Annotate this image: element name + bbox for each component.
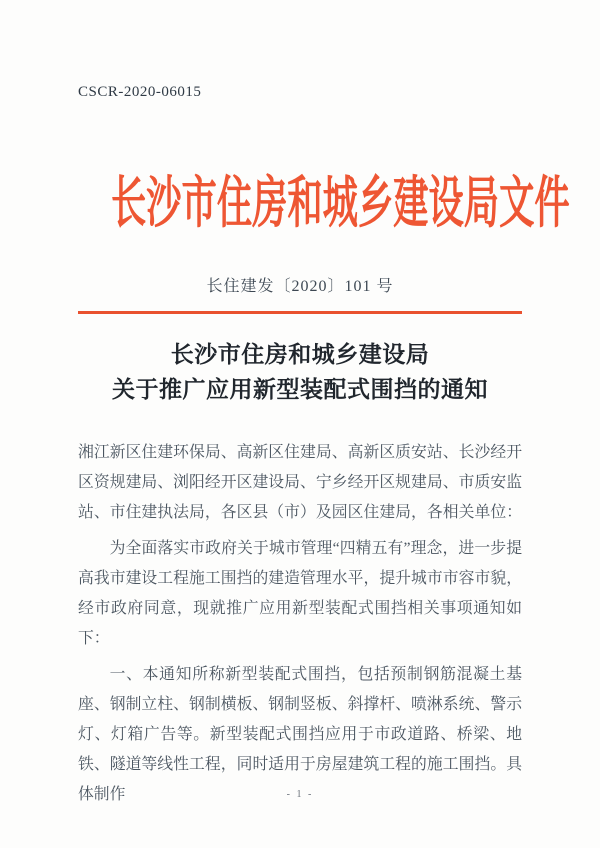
notice-title-line2: 关于推广应用新型装配式围挡的通知 (112, 377, 488, 402)
notice-title (0, 337, 600, 407)
body-paragraph-recipients: 湘江新区住建环保局、高新区住建局、高新区质安站、长沙经开区资规建局、浏阳经开区建设局、宁乡经开区规建局、市质安监站、市住建执法局，各区县（市）及园区住建局，各相关单位： (78, 444, 522, 521)
notice-title-line1: 长沙市住房和城乡建设局 (170, 342, 430, 367)
body-paragraph-item-one: 一、本通知所称新型装配式围挡，包括预制钢筋混凝土基座、钢制立柱、钢制横板、钢制竖板、斜撑杆、喷淋系统、警示灯、灯箱广告等。新型装配式围挡应用于市政道路、桥梁、地铁、隧道等线性工程，同时适用于房屋建筑工程的施工围挡。具体制作 (78, 666, 522, 803)
body-paragraph-intro: 为全面落实市政府关于城市管理“四精五有”理念，进一步提高我市建设工程施工围挡的建造管理水平，提升城市市容市貌，经市政府同意，现就推广应用新型装配式围挡相关事项通知如下： (78, 540, 522, 647)
notice-body (78, 438, 522, 816)
doc-code: CSCR-2020-06015 (78, 84, 202, 100)
doc-reference-number: 长住建发〔2020〕101 号 (206, 278, 394, 295)
page-number: - 1 - (286, 789, 314, 800)
red-divider-line (78, 311, 522, 314)
agency-header-title: 长沙市住房和城乡建设局文件 (111, 173, 570, 235)
